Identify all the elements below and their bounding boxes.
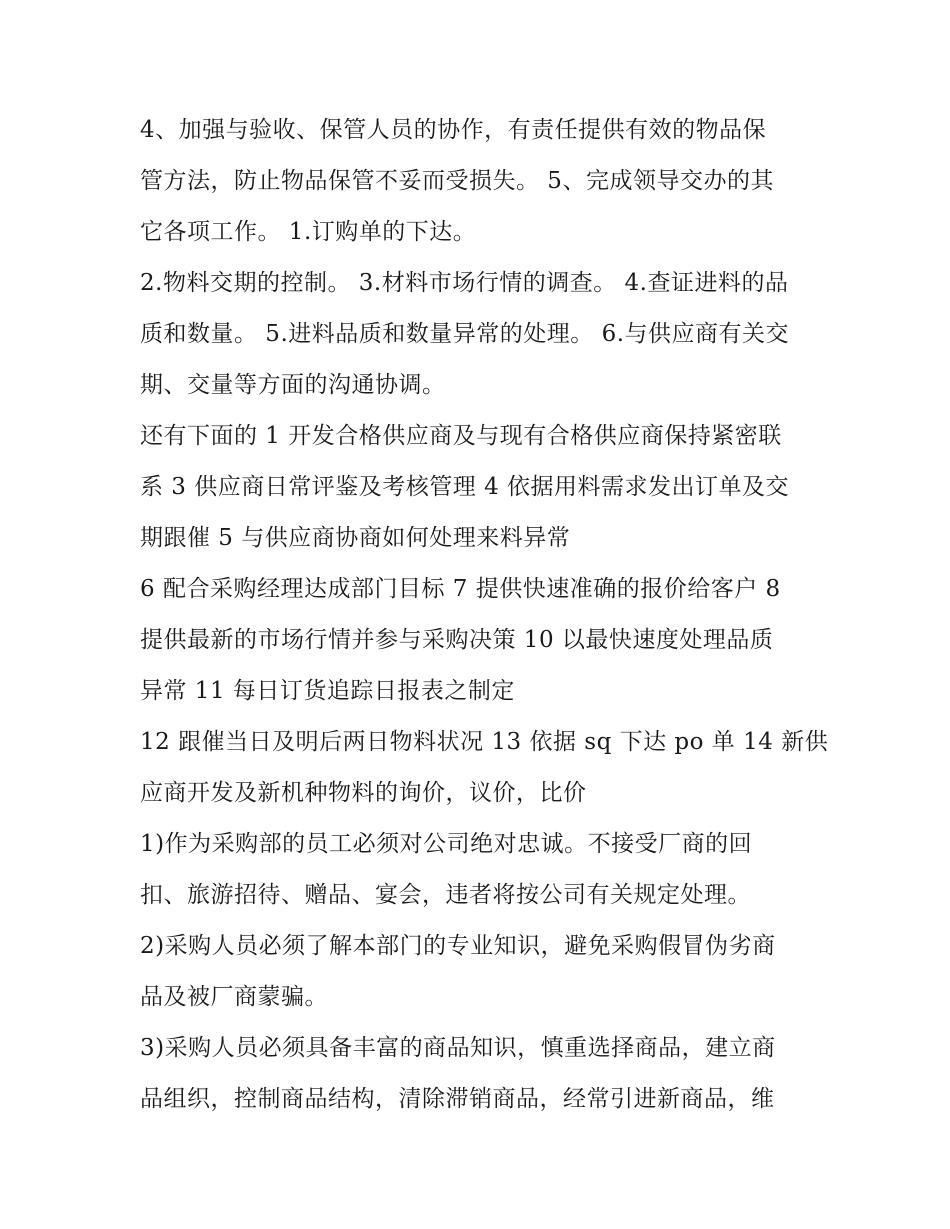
text-line: 3)采购人员必须具备丰富的商品知识，慎重选择商品，建立商 <box>140 1035 776 1061</box>
text-line: 扣、旅游招待、赠品、宴会，违者将按公司有关规定处理。 <box>140 882 751 908</box>
text-line: 6 配合采购经理达成部门目标 7 提供快速准确的报价给客户 8 <box>140 576 781 602</box>
text-line: 期跟催 5 与供应商协商如何处理来料异常 <box>140 525 571 551</box>
paragraph-6 <box>140 819 820 921</box>
text-line: 质和数量。 5.进料品质和数量异常的处理。 6.与供应商有关交 <box>140 321 790 347</box>
paragraph-5 <box>140 717 829 819</box>
text-line: 提供最新的市场行情并参与采购决策 10 以最快速度处理品质 <box>140 627 774 653</box>
paragraph-4 <box>140 564 820 717</box>
text-line: 品组织，控制商品结构，清除滞销商品，经常引进新商品，维 <box>140 1086 775 1112</box>
text-line: 2)采购人员必须了解本部门的专业知识，避免采购假冒伪劣商 <box>140 933 776 959</box>
paragraph-3 <box>140 411 820 564</box>
text-line: 系 3 供应商日常评鉴及考核管理 4 依据用料需求发出订单及交 <box>140 474 790 500</box>
paragraph-1 <box>140 105 820 258</box>
paragraph-2 <box>140 258 820 411</box>
text-line: 还有下面的 1 开发合格供应商及与现有合格供应商保持紧密联 <box>140 423 782 449</box>
paragraph-7 <box>140 921 820 1023</box>
text-line: 管方法，防止物品保管不妥而受损失。 5、完成领导交办的其 <box>140 168 774 194</box>
text-line: 异常 11 每日订货追踪日报表之制定 <box>140 678 515 704</box>
text-line: 2.物料交期的控制。 3.材料市场行情的调查。 4.查证进料的品 <box>140 270 789 296</box>
paragraph-8 <box>140 1023 820 1125</box>
text-line: 12 跟催当日及明后两日物料状况 13 依据 sq 下达 po 单 14 新供 <box>140 729 829 755</box>
text-line: 期、交量等方面的沟通协调。 <box>140 372 446 398</box>
text-line: 它各项工作。 1.订购单的下达。 <box>140 219 477 245</box>
text-line: 应商开发及新机种物料的询价，议价，比价 <box>140 780 587 806</box>
text-line: 4、加强与验收、保管人员的协作，有责任提供有效的物品保 <box>140 117 767 143</box>
document-page <box>140 105 829 1125</box>
text-line: 品及被厂商蒙骗。 <box>140 984 328 1010</box>
text-line: 1)作为采购部的员工必须对公司绝对忠诚。不接受厂商的回 <box>140 831 753 857</box>
